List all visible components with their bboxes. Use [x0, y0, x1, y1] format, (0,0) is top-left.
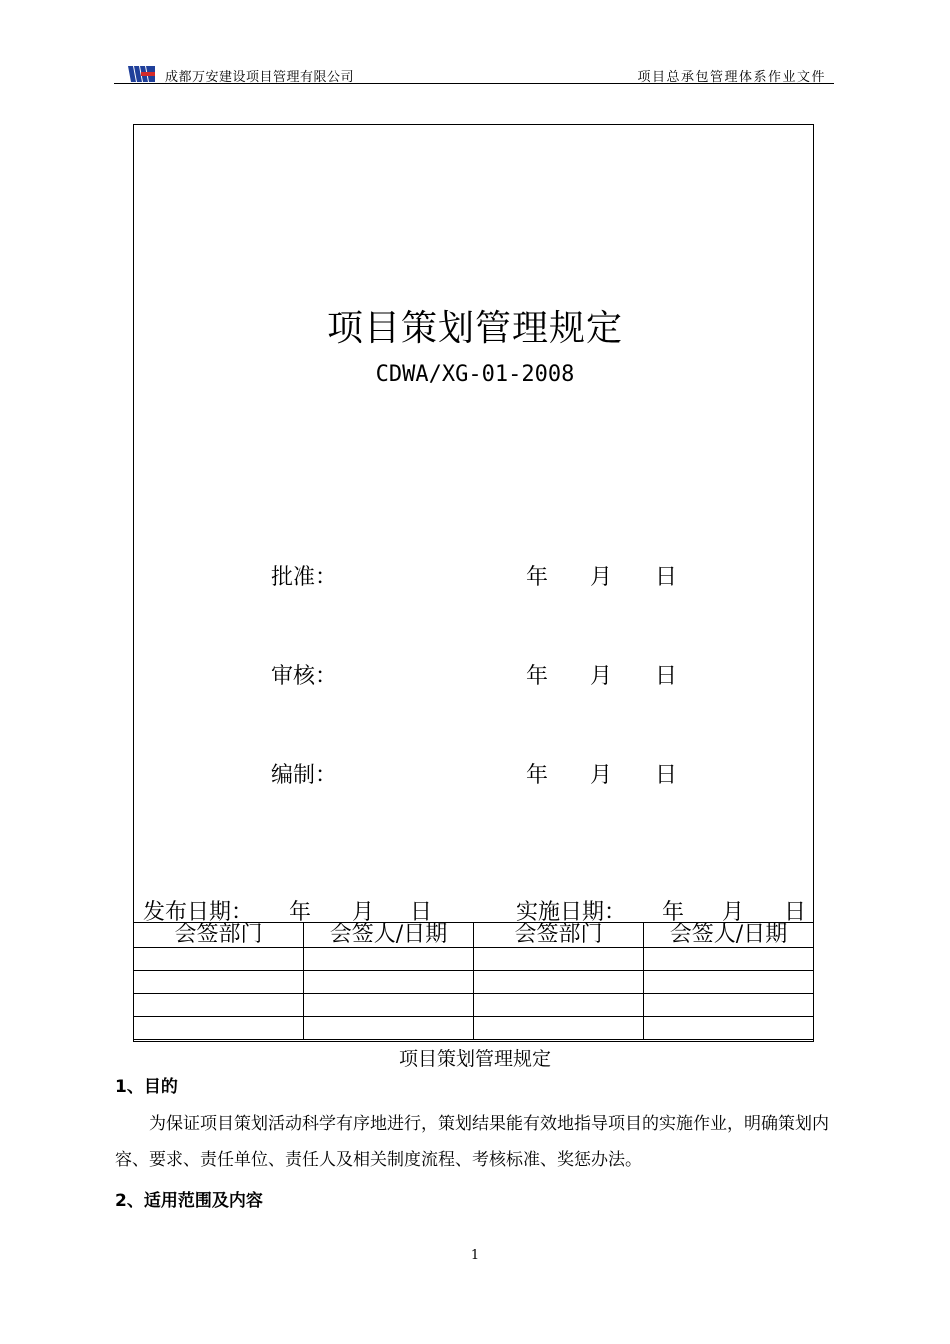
document-code: CDWA/XG-01-2008	[375, 362, 575, 387]
review-year: 年	[526, 664, 549, 689]
table-cell	[474, 1017, 644, 1040]
table-row	[134, 948, 814, 971]
table-cell	[644, 994, 814, 1017]
table-cell	[134, 971, 304, 994]
header-dept-2: 会签部门	[474, 923, 644, 948]
table-cell	[304, 994, 474, 1017]
section-2-heading: 2、适用范围及内容	[115, 1191, 263, 1211]
publish-year: 年	[289, 900, 312, 925]
table-cell	[474, 971, 644, 994]
compile-month: 月	[590, 763, 613, 788]
publish-date-label: 发布日期：	[143, 900, 254, 925]
table-cell	[134, 1017, 304, 1040]
compile-label: 编制：	[271, 763, 338, 788]
table-cell	[644, 1017, 814, 1040]
implement-year: 年	[662, 900, 685, 925]
body-title: 项目策划管理规定	[398, 1048, 551, 1070]
table-row	[134, 1017, 814, 1040]
table-cell	[304, 948, 474, 971]
header-divider	[114, 83, 834, 84]
cover-title: 项目策划管理规定	[326, 308, 623, 349]
countersign-table	[133, 922, 814, 1040]
table-cell	[644, 948, 814, 971]
table-row	[134, 971, 814, 994]
table-row	[134, 994, 814, 1017]
table-cell	[304, 971, 474, 994]
table-cell	[474, 994, 644, 1017]
company-logo	[128, 66, 155, 82]
compile-day: 日	[655, 763, 678, 788]
table-cell	[304, 1017, 474, 1040]
table-cell	[134, 994, 304, 1017]
section-1-heading: 1、目的	[115, 1077, 178, 1097]
approve-month: 月	[590, 565, 613, 590]
page-number: 1	[470, 1248, 480, 1263]
review-day: 日	[655, 664, 678, 689]
table-header-row	[134, 923, 814, 948]
implement-month: 月	[722, 900, 745, 925]
table-cell	[474, 948, 644, 971]
header-doc-series: 项目总承包管理体系作业文件	[637, 70, 826, 85]
table-cell	[134, 948, 304, 971]
header-company-name: 成都万安建设项目管理有限公司	[165, 70, 355, 85]
review-label: 审核：	[271, 664, 338, 689]
review-month: 月	[590, 664, 613, 689]
header-dept-1: 会签部门	[134, 923, 304, 948]
compile-year: 年	[526, 763, 549, 788]
approve-year: 年	[526, 565, 549, 590]
publish-month: 月	[352, 900, 375, 925]
header-signer-2: 会签人/日期	[644, 923, 814, 948]
implement-date-label: 实施日期：	[516, 900, 627, 925]
implement-day: 日	[784, 900, 807, 925]
approve-label: 批准：	[271, 565, 338, 590]
section-1-text: 为保证项目策划活动科学有序地进行，策划结果能有效地指导项目的实施作业，明确策划内容、要求、责任单位、责任人及相关制度流程、考核标准、奖惩办法。	[115, 1114, 829, 1170]
publish-day: 日	[410, 900, 433, 925]
header-signer-1: 会签人/日期	[304, 923, 474, 948]
table-cell	[644, 971, 814, 994]
approve-day: 日	[655, 565, 678, 590]
